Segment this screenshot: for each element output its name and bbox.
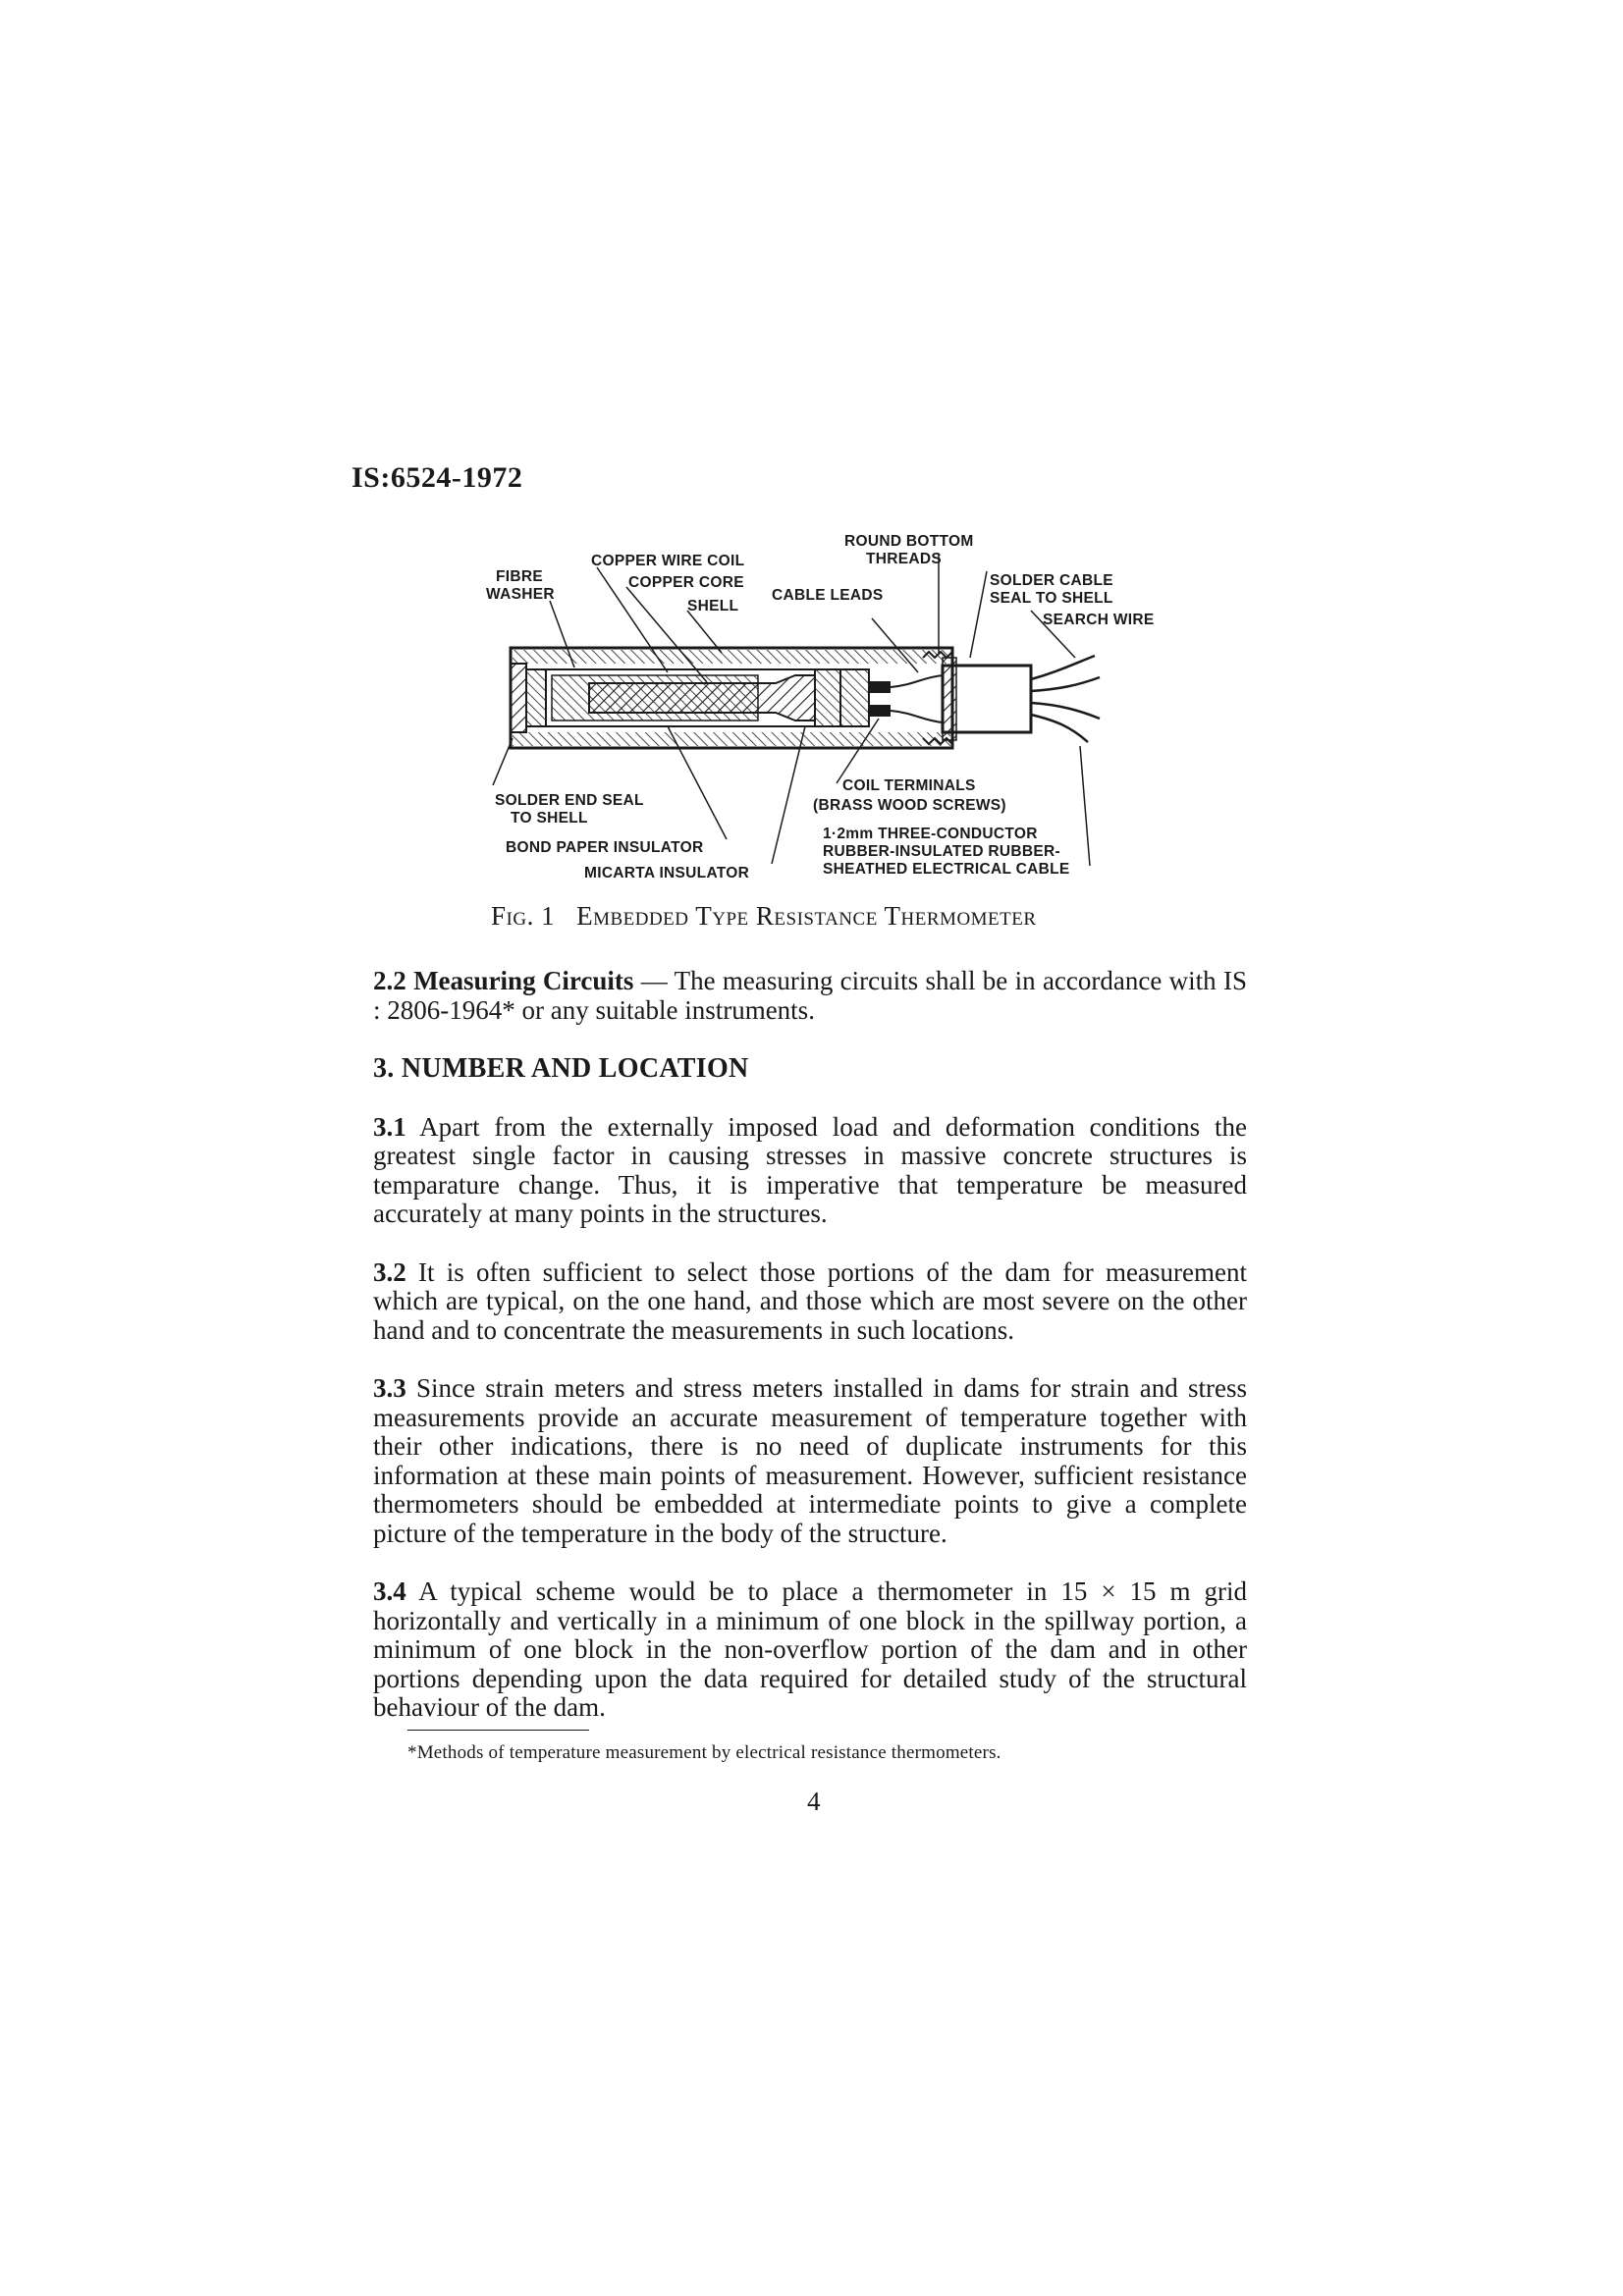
label-copper-wire-coil: COPPER WIRE COIL (591, 553, 745, 569)
cable-lead-2 (891, 711, 943, 722)
section-2-2-number: 2.2 (373, 966, 406, 995)
label-solder-cable-1: SOLDER CABLE (990, 572, 1113, 589)
label-copper-core: COPPER CORE (628, 574, 744, 591)
section-3-2-number: 3.2 (373, 1256, 406, 1287)
solder-cable-seal (943, 658, 956, 740)
label-solder-end-2: TO SHELL (511, 810, 588, 827)
section-3-1 (373, 1113, 1247, 1229)
label-solder-cable-2: SEAL TO SHELL (990, 590, 1113, 607)
label-solder-end-1: SOLDER END SEAL (495, 792, 644, 809)
thermometer-diagram (481, 510, 1188, 883)
wire-1 (1031, 656, 1095, 679)
solder-end-seal (511, 664, 526, 732)
label-coil-terminals-2: (BRASS WOOD SCREWS) (813, 797, 1006, 814)
standard-number: IS:6524-1972 (352, 461, 523, 494)
thermometer-figure (481, 510, 1188, 883)
label-round-bottom-1: ROUND BOTTOM (844, 533, 974, 550)
shell-top-wall (513, 650, 950, 664)
micarta-insulator (815, 669, 869, 726)
section-3-4 (373, 1577, 1247, 1723)
coil-terminal-bottom (869, 705, 891, 717)
section-3-4-text: A typical scheme would be to place a thermometer in 15 × 15 m grid horizontally and vertically in a minimum of one block in the spillway portion, a minimum of one block in the non-overflow portion of the dam and in other portions depending upon the data required for detailed study of the structural behaviour of the dam. (373, 1576, 1247, 1722)
label-cable-leads: CABLE LEADS (772, 587, 884, 604)
label-cable-2: RUBBER-INSULATED RUBBER- (823, 843, 1060, 860)
figure-caption (491, 901, 1178, 932)
label-micarta: MICARTA INSULATOR (584, 865, 750, 881)
figure-caption-title: Embedded Type Resistance Thermometer (576, 901, 1037, 931)
section-3-2 (373, 1258, 1247, 1346)
section-3-3-text: Since strain meters and stress meters installed in dams for strain and stress measurements provide an accurate measurement of temperature together with their other indications, there is no need of duplicate instruments for this information at these main points of measurement. However, sufficient resistance thermometers should be embedded at intermediate points to give a complete picture of the temperature in the body of the structure. (373, 1373, 1247, 1548)
label-search-wire: SEARCH WIRE (1043, 612, 1155, 628)
label-cable-1: 1·2mm THREE-CONDUCTOR (823, 826, 1038, 842)
section-3-1-text: Apart from the externally imposed load and deformation conditions the greatest single factor in causing stresses in massive concrete structures is temparature change. Thus, it is imperative that temperature be measured accurately at many points in the structures. (373, 1111, 1247, 1228)
section-3-heading: 3. NUMBER AND LOCATION (373, 1053, 749, 1084)
cable-lead-1 (891, 675, 943, 687)
search-wire (1031, 715, 1088, 742)
label-round-bottom-2: THREADS (866, 551, 943, 567)
shell-bottom-wall (513, 732, 950, 746)
page-number: 4 (807, 1787, 821, 1816)
section-3-3 (373, 1374, 1247, 1548)
figure-caption-number: Fig. 1 (491, 901, 556, 931)
section-3-2-text: It is often sufficient to select those portions of the dam for measurement which are typical, on the one hand, and those which are most severe on the other hand and to concentrate the measurements in such locations. (373, 1256, 1247, 1345)
label-fibre-washer-1: FIBRE (496, 568, 543, 585)
label-fibre-washer-2: WASHER (486, 586, 555, 603)
coil-terminal-top (869, 681, 891, 693)
section-2-2-title: Measuring Circuits (413, 966, 634, 995)
section-3-1-number: 3.1 (373, 1111, 406, 1142)
footnote-divider (407, 1730, 589, 1731)
section-2-2 (373, 967, 1247, 1025)
section-3-4-number: 3.4 (373, 1576, 406, 1606)
section-3-3-number: 3.3 (373, 1373, 406, 1403)
section-2-2-text: — The measuring circuits shall be in accordance with IS : 2806-1964* or any suitable instruments. (373, 966, 1247, 1025)
wire-2 (1031, 677, 1100, 691)
fibre-washer (526, 669, 546, 726)
label-coil-terminals-1: COIL TERMINALS (842, 777, 976, 794)
label-cable-3: SHEATHED ELECTRICAL CABLE (823, 861, 1070, 878)
footnote: *Methods of temperature measurement by electrical resistance thermometers. (407, 1742, 1001, 1763)
body-text (373, 967, 1247, 1752)
label-shell: SHELL (687, 598, 739, 614)
label-bond-paper: BOND PAPER INSULATOR (506, 839, 704, 856)
